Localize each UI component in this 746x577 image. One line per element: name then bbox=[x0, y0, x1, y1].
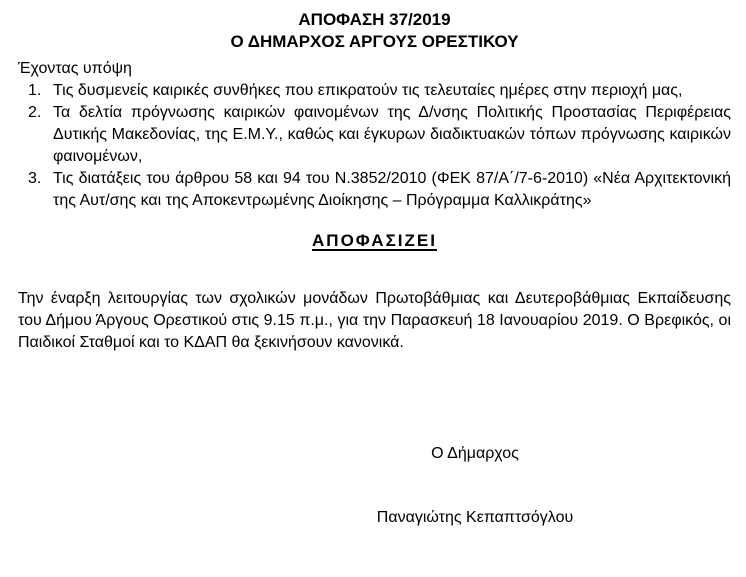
item-text: Τις διατάξεις του άρθρου 58 και 94 του Ν.3852/2010 (ΦΕΚ 87/Α΄/7-6-2010) «Νέα Αρχιτεκτονική της Αυτ/σης και της Αποκεντρωμένης Διοίκησης – Πρόγραμμα Καλλικράτης» bbox=[53, 170, 731, 209]
signature-block bbox=[330, 443, 620, 529]
signature-name: Παναγιώτης Κεπαπτσόγλου bbox=[376, 509, 574, 526]
signature-role: Ο Δήμαρχος bbox=[431, 445, 519, 462]
item-number: 1. bbox=[28, 82, 42, 99]
document-title bbox=[18, 9, 731, 53]
decision-body-paragraph: Την έναρξη λειτουργίας των σχολικών μονάδων Πρωτοβάθμιας και Δευτεροβάθμιας Εκπαίδευσης του Δήμου Άργους Ορεστικού στις 9.15 π.μ., για την Παρασκευή 18 Ιανουαρίου 2019. Ο Βρεφικός, οι Παιδικοί Σταθμοί και το ΚΔΑΠ θα ξεκινήσουν κανονικά. bbox=[18, 290, 731, 351]
item-number: 2. bbox=[28, 104, 42, 121]
decision-number-heading: ΑΠΟΦΑΣΗ 37/2019 bbox=[298, 10, 451, 29]
item-number: 3. bbox=[28, 170, 42, 187]
consideration-item-1 bbox=[18, 80, 731, 102]
issuing-authority-heading: Ο ΔΗΜΑΡΧΟΣ ΑΡΓΟΥΣ ΟΡΕΣΤΙΚΟΥ bbox=[230, 32, 519, 51]
consideration-item-3 bbox=[18, 168, 731, 212]
preamble-text: Έχοντας υπόψη bbox=[18, 60, 132, 77]
item-text: Τα δελτία πρόγνωσης καιρικών φαινομένων της Δ/νσης Πολιτικής Προστασίας Περιφέρειας Δυτικής Μακεδονίας, της Ε.Μ.Υ., καθώς και έγκυρων διαδικτυακών τόπων πρόγνωσης καιρικών φαινομένων, bbox=[53, 104, 731, 165]
consideration-item-2 bbox=[18, 102, 731, 168]
decision-heading: ΑΠΟΦΑΣΙΖΕΙ bbox=[312, 231, 437, 250]
considerations-list bbox=[18, 80, 731, 212]
item-text: Τις δυσμενείς καιρικές συνθήκες που επικρατούν τις τελευταίες ημέρες στην περιοχή μας, bbox=[53, 82, 683, 99]
